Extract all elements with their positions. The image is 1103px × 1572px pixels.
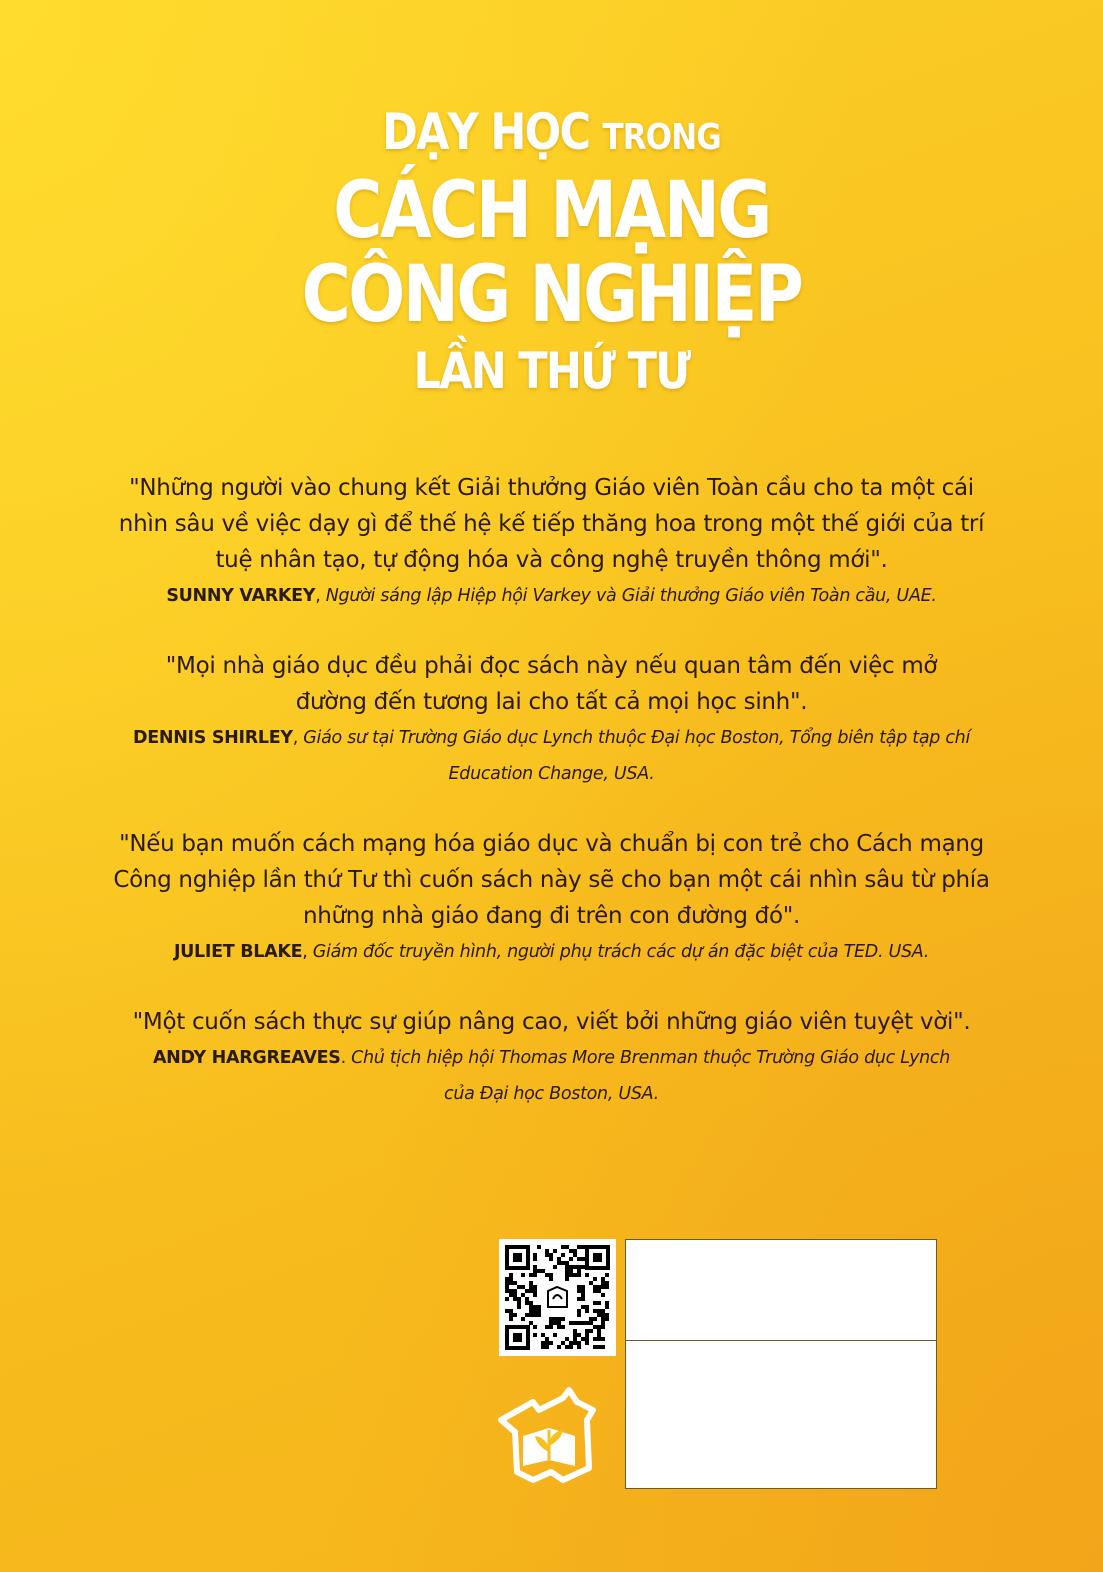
endorsement-quotes xyxy=(110,470,993,1146)
quote-author: SUNNY VARKEY xyxy=(166,586,316,606)
publisher-logo-icon xyxy=(493,1380,605,1492)
title-line-1 xyxy=(77,100,1026,170)
title-line-1-main: DẠY HỌC xyxy=(382,103,590,161)
title-line-4: LẦN THỨ TƯ xyxy=(413,342,690,400)
title-line-3: CÔNG NGHIỆP xyxy=(301,250,802,340)
quote-author-role: Giáo sư tại Trường Giáo dục Lynch thuộc Đại học Boston, Tổng biên tập tạp chí Education Change, USA. xyxy=(303,728,971,784)
quote-author-role: Giám đốc truyền hình, người phụ trách các dự án đặc biệt của TED. USA. xyxy=(312,942,930,962)
quote-attribution xyxy=(110,578,993,614)
quote-separator: , xyxy=(292,728,304,748)
quote-author: JULIET BLAKE xyxy=(173,942,303,962)
quote-attribution xyxy=(110,1040,993,1112)
barcode-area xyxy=(625,1239,937,1489)
quote-4 xyxy=(110,1004,993,1112)
book-title xyxy=(0,100,1103,404)
qr-code-icon[interactable] xyxy=(499,1239,616,1356)
quote-author: ANDY HARGREAVES xyxy=(152,1048,341,1068)
quote-attribution xyxy=(110,720,993,792)
quote-author-role: Chủ tịch hiệp hội Thomas More Brenman thuộc Trường Giáo dục Lynch của Đại học Boston, USA. xyxy=(351,1048,951,1104)
quote-1 xyxy=(110,470,993,614)
quote-separator: , xyxy=(302,942,313,962)
quote-3 xyxy=(110,826,993,970)
quote-author: DENNIS SHIRLEY xyxy=(132,728,293,748)
quote-author-role: Người sáng lập Hiệp hội Varkey và Giải thưởng Giáo viên Toàn cầu, UAE. xyxy=(325,586,937,606)
quote-text: "Một cuốn sách thực sự giúp nâng cao, viết bởi những giáo viên tuyệt vời". xyxy=(132,1009,971,1035)
quote-separator: , xyxy=(315,586,326,606)
quote-2 xyxy=(110,648,993,792)
title-line-1-small: TRONG xyxy=(602,117,721,158)
quote-separator: . xyxy=(340,1048,352,1068)
quote-text: "Những người vào chung kết Giải thưởng Giáo viên Toàn cầu cho ta một cái nhìn sâu về việc dạy gì để thế hệ kế tiếp thăng hoa trong một thế giới của trí tuệ nhân tạo, tự động hóa và công nghệ truyền thông mới". xyxy=(118,475,985,573)
title-line-2: CÁCH MẠNG xyxy=(333,166,770,256)
quote-text: "Nếu bạn muốn cách mạng hóa giáo dục và chuẩn bị con trẻ cho Cách mạng Công nghiệp lần thứ Tư thì cuốn sách này sẽ cho bạn một cái nhìn sâu từ phía những nhà giáo đang đi trên con đường đó". xyxy=(113,831,990,929)
quote-text: "Mọi nhà giáo dục đều phải đọc sách này nếu quan tâm đến việc mở đường đến tương lai cho tất cả mọi học sinh". xyxy=(165,653,938,715)
barcode-divider xyxy=(626,1340,936,1341)
quote-attribution xyxy=(110,934,993,970)
